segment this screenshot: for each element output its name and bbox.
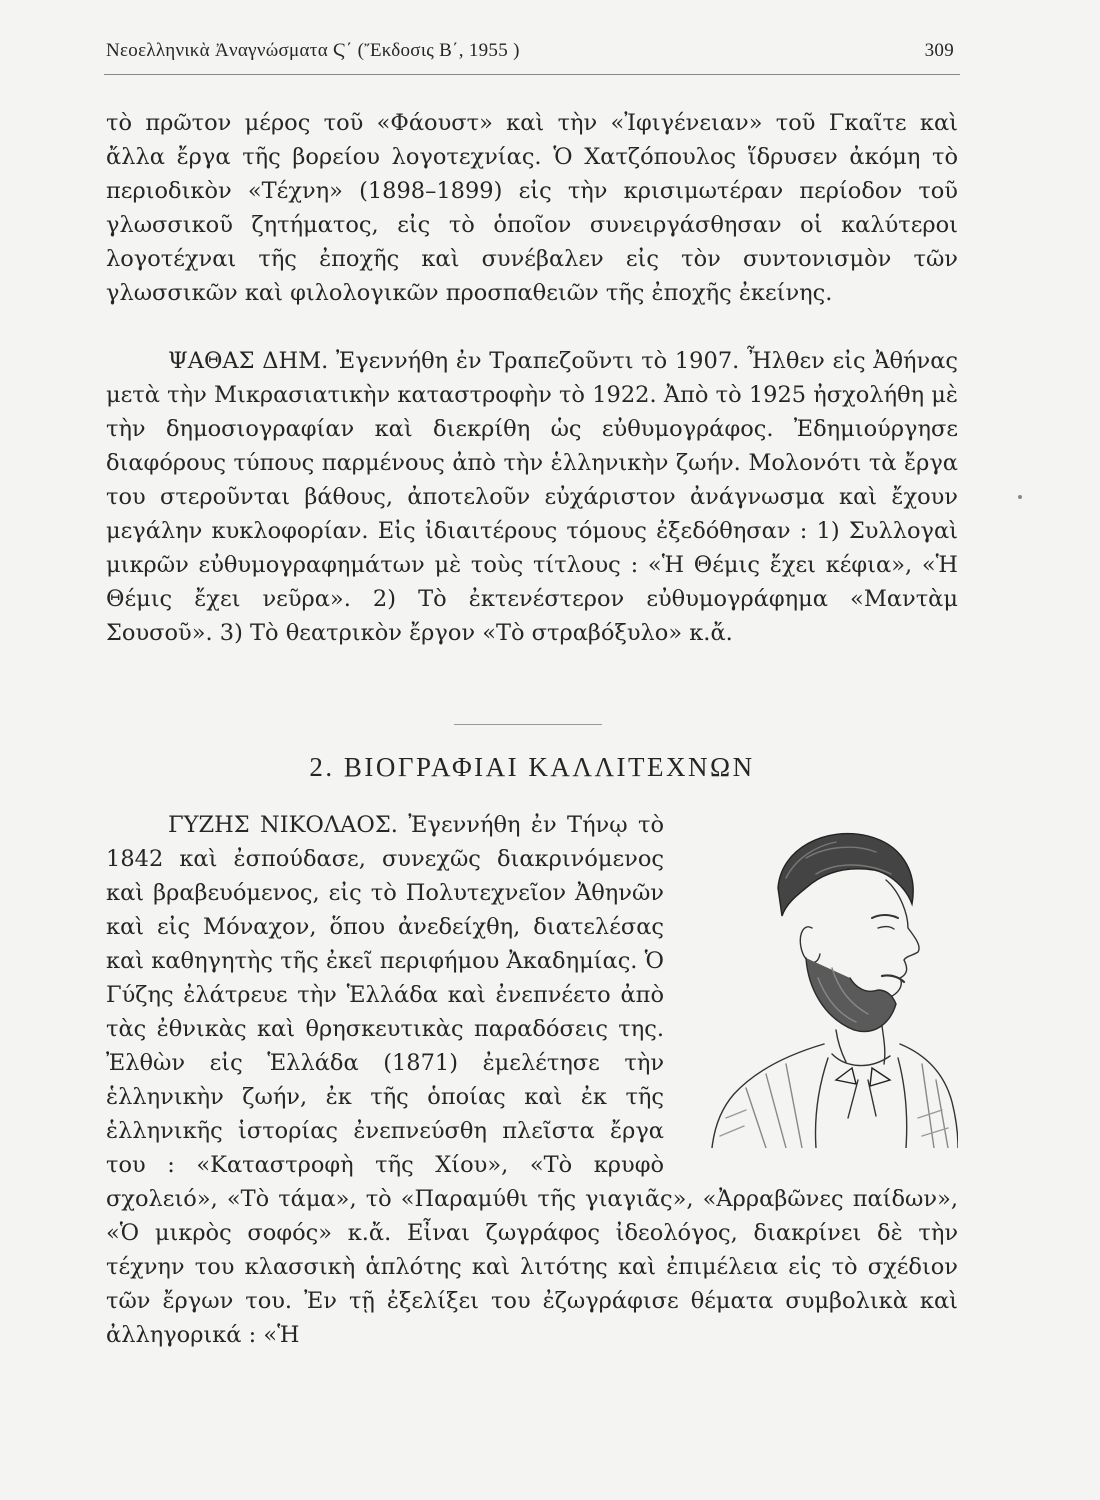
- header-rule: [104, 74, 960, 75]
- running-title: Νεοελληνικὰ Ἀναγνώσματα Ϛ΄ (Ἔκδοσις Β΄, 1955 ): [106, 40, 520, 61]
- intro-text-block: [106, 106, 958, 310]
- portrait-engraving: [686, 818, 958, 1148]
- print-speck: [1018, 495, 1022, 499]
- psathas-paragraph: ΨΑΘΑΣ ΔΗΜ. Ἐγεννήθη ἐν Τραπεζοῦντι τὸ 1907. Ἦλθεν εἰς Ἀθήνας μετὰ τὴν Μικρασιατικὴν καταστροφὴν τὸ 1922. Ἀπὸ τὸ 1925 ἠσχολήθη μὲ τὴν δημοσιογραφίαν καὶ διεκρίθη ὡς εὐθυμογράφος. Ἐδημιούργησε διαφόρους τύπους παρμένους ἀπὸ τὴν ἑλληνικὴν ζωήν. Μολονότι τὰ ἔργα του στεροῦνται βάθους, ἀποτελοῦν εὐχάριστον ἀνάγνωσμα καὶ ἔχουν μεγάλην κυκλοφορίαν. Εἰς ἰδιαιτέρους τόμους ἐξεδόθησαν : 1) Συλλογαὶ μικρῶν εὐθυμογραφημάτων μὲ τοὺς τίτλους : «Ἡ Θέμις ἔχει κέφια», «Ἡ Θέμις ἔχει νεῦρα». 2) Τὸ ἐκτενέστερον εὐθυμογράφημα «Μαντὰμ Σουσοῦ». 3) Τὸ θεατρικὸν ἔργον «Τὸ στραβόξυλο» κ.ἄ.: [106, 348, 958, 646]
- portrait-drawing: [686, 818, 958, 1148]
- intro-paragraph: τὸ πρῶτον μέρος τοῦ «Φάουστ» καὶ τὴν «Ἰφιγένειαν» τοῦ Γκαῖτε καὶ ἄλλα ἔργα τῆς βορείου λογοτεχνίας. Ὁ Χατζόπουλος ἵδρυσεν ἀκόμη τὸ περιοδικὸν «Τέχνη» (1898–1899) εἰς τὴν κρισιμωτέραν περίοδον τοῦ γλωσσικοῦ ζητήματος, εἰς τὸ ὁποῖον συνειργάσθησαν οἱ καλύτεροι λογοτέχναι τῆς ἐποχῆς καὶ συνέβαλεν εἰς τὸν συντονισμὸν τῶν γλωσσικῶν καὶ φιλολογικῶν προσπαθειῶν τῆς ἐποχῆς ἐκείνης.: [106, 110, 958, 306]
- gyzis-text-block: [106, 808, 958, 1352]
- page-number: 309: [924, 40, 954, 61]
- section-title: 2. ΒΙΟΓΡΑΦΙΑΙ ΚΑΛΛΙΤΕΧΝΩΝ: [309, 752, 755, 782]
- section-rule: [454, 724, 602, 725]
- gyzis-paragraph: ΓΥΖΗΣ ΝΙΚΟΛΑΟΣ. Ἐγεννήθη ἐν Τήνῳ τὸ 1842 καὶ ἐσπούδασε, συνεχῶς διακρινόμενος καὶ βραβευόμενος, εἰς τὸ Πολυτεχνεῖον Ἀθηνῶν καὶ εἰς Μόναχον, ὅπου ἀνεδείχθη, διατελέσας καὶ καθηγητὴς τῆς ἐκεῖ περιφήμου Ἀκαδημίας. Ὁ Γύζης ἐλάτρευε τὴν Ἑλλάδα καὶ ἐνεπνέετο ἀπὸ τὰς ἐθνικὰς καὶ θρησκευτικὰς παραδόσεις της. Ἐλθὼν εἰς Ἑλλάδα (1871) ἐμελέτησε τὴν ἑλληνικὴν ζωήν, ἐκ τῆς ὁποίας καὶ ἐκ τῆς ἑλληνικῆς ἱστορίας ἐνεπνεύσθη πλεῖστα ἔργα του : «Καταστροφὴ τῆς Χίου», «Τὸ κρυφὸ σχολειό», «Τὸ τάμα», τὸ «Παραμύθι τῆς γιαγιᾶς», «Ἀρραβῶνες παίδων», «Ὁ μικρὸς σοφός» κ.ἄ. Εἶναι ζωγράφος ἰδεολόγος, διακρίνει δὲ τὴν τέχνην του κλασσικὴ ἁπλότης καὶ λιτότης καὶ ἐπιμέλεια εἰς τὸ σχέδιον τῶν ἔργων του. Ἐν τῇ ἐξελίξει του ἐζωγράφισε θέματα συμβολικὰ καὶ ἀλληγορικά : «Ἡ: [106, 812, 958, 1348]
- psathas-text-block: [106, 344, 958, 650]
